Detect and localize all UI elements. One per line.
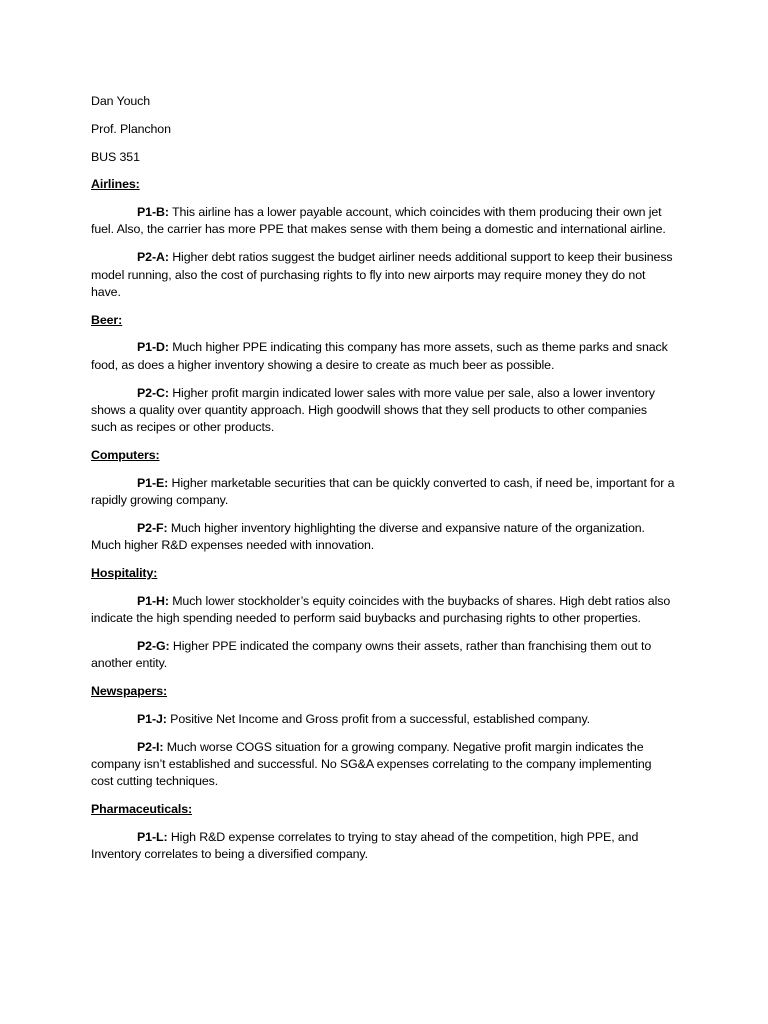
problem-code: P1-E:: [137, 475, 169, 490]
paragraph-text: Much worse COGS situation for a growing company. Negative profit margin indicates the company isn’t established and successful. No SG&A expenses correlating to the company implementing cost cutting techniques.: [91, 739, 652, 789]
paragraph-text: Much lower stockholder’s equity coincides with the buybacks of shares. High debt ratios also indicate the high spending needed to perform said buybacks and purchasing rights to other properties.: [91, 593, 671, 626]
paragraph-p1-j: [91, 711, 675, 728]
professor-name: Prof. Planchon: [91, 121, 171, 136]
problem-code: P1-B:: [137, 205, 169, 220]
paragraph-text: This airline has a lower payable account, which coincides with them producing their own jet fuel. Also, the carrier has more PPE that makes sense with them being a domestic and international airline.: [91, 205, 666, 237]
paragraph-p2-a: [91, 249, 675, 301]
section-heading-pharmaceuticals: Pharmaceuticals:: [91, 801, 193, 816]
paragraph-p1-l: [91, 829, 675, 864]
problem-code: P2-F:: [137, 520, 168, 535]
problem-code: P2-G:: [137, 638, 170, 653]
paragraph-text: Higher profit margin indicated lower sales with more value per sale, also a lower inventory shows a quality over quantity approach. High goodwill shows that they sell products to other companies such as recipes or other products.: [91, 385, 655, 435]
paragraph-text: Much higher PPE indicating this company has more assets, such as theme parks and snack food, as does a higher inventory showing a desire to create as much beer as possible.: [91, 340, 668, 372]
paragraph-text: Much higher inventory highlighting the diverse and expansive nature of the organization. Much higher R&D expenses needed with innovation.: [91, 520, 645, 553]
problem-code: P1-D:: [137, 340, 169, 355]
section-heading-beer: Beer:: [91, 312, 123, 327]
paragraph-text: Higher debt ratios suggest the budget airliner needs additional support to keep their business model running, also the cost of purchasing rights to fly into new airports may require money they do not have.: [91, 250, 673, 299]
paragraph-p1-e: [91, 475, 675, 510]
problem-code: P1-J:: [137, 711, 167, 726]
problem-code: P1-L:: [137, 829, 168, 844]
section-heading-newspapers: Newspapers:: [91, 683, 168, 698]
problem-code: P2-A:: [137, 250, 169, 265]
paragraph-p1-d: [91, 339, 675, 374]
paragraph-text: Positive Net Income and Gross profit from a successful, established company.: [166, 711, 590, 726]
paragraph-p2-i: [91, 739, 675, 791]
section-heading-airlines: Airlines:: [91, 177, 140, 192]
problem-code: P1-H:: [137, 593, 169, 608]
document-page: [91, 93, 675, 874]
section-heading-hospitality: Hospitality:: [91, 565, 158, 580]
paragraph-p2-c: [91, 385, 675, 437]
problem-code: P2-C:: [137, 385, 169, 400]
paragraph-p1-b: [91, 204, 675, 239]
paragraph-p2-g: [91, 638, 675, 673]
section-heading-computers: Computers:: [91, 447, 160, 462]
paragraph-p1-h: [91, 593, 675, 628]
problem-code: P2-I:: [137, 739, 164, 754]
paragraph-text: Higher PPE indicated the company owns their assets, rather than franchising them out to another entity.: [91, 638, 652, 671]
paragraph-text: High R&D expense correlates to trying to stay ahead of the competition, high PPE, and Inventory correlates to being a diversified company.: [91, 829, 639, 861]
author-name: Dan Youch: [91, 94, 151, 108]
paragraph-p2-f: [91, 520, 675, 555]
course-code: BUS 351: [91, 149, 140, 164]
paragraph-text: Higher marketable securities that can be quickly converted to cash, if need be, important for a rapidly growing company.: [91, 475, 675, 508]
